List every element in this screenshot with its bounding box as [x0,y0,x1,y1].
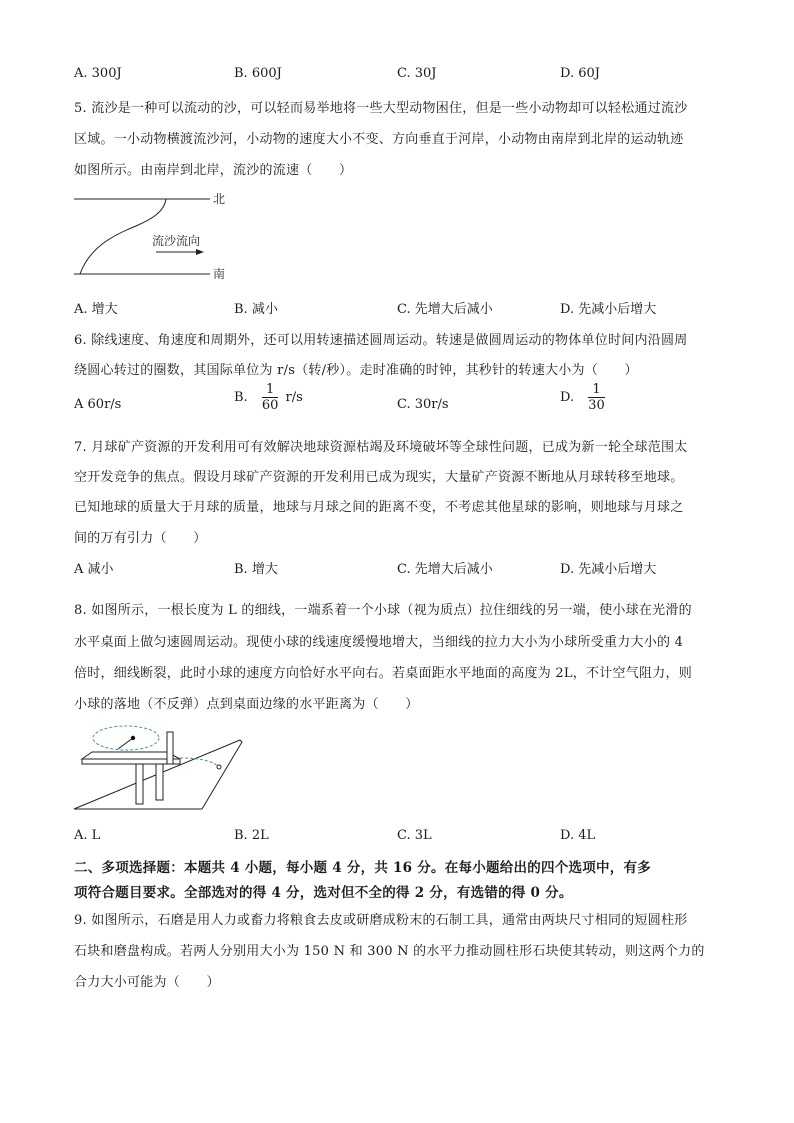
q6-option-d [560,383,605,412]
q5-option-a: A. 增大 [74,302,118,317]
q6-option-b [234,383,303,412]
q6-option-b-unit: r/s [285,390,303,405]
q6-option-d-letter: D. [560,390,575,405]
south-label: 南 [213,267,226,281]
north-label: 北 [213,192,226,206]
q8-option-c: C. 3L [397,828,432,843]
q5-line-3: 如图所示。由南岸到北岸，流沙的流速（ ） [74,163,353,178]
q6-option-d-denominator: 30 [588,398,605,413]
q5-line-2: 区域。一小动物横渡流沙河，小动物的速度大小不变、方向垂直于河岸，小动物由南岸到北岸的运动轨迹 [74,132,684,147]
q7-line-2: 空开发竞争的焦点。假设月球矿产资源的开发利用已成为现实，大量矿产资源不断地从月球转移至地球。 [74,470,684,485]
section-2-line-2: 项符合题目要求。全部选对的得 4 分，选对但不全的得 2 分，有选错的得 0 分。 [74,885,573,901]
q6-line-1: 6. 除线速度、角速度和周期外，还可以用转速描述圆周运动。转速是做圆周运动的物体单位时间内沿圆周 [74,333,688,348]
table-ball-figure [70,718,246,812]
q7-option-b: B. 增大 [234,562,278,577]
q9-line-3: 合力大小可能为（ ） [74,975,220,990]
q8-line-4: 小球的落地（不反弹）点到桌面边缘的水平距离为（ ） [74,697,419,712]
q7-option-a: A 减小 [74,562,114,577]
q8-option-a: A. L [74,828,101,843]
q5-option-c: C. 先增大后减小 [397,302,493,317]
table-leg-right [156,764,163,800]
q4-option-d: D. 60J [560,66,600,81]
q4-option-c: C. 30J [397,66,437,81]
q6-option-b-fraction [262,383,279,412]
q5-option-d: D. 先减小后增大 [560,302,657,317]
flow-direction-label: 流沙流向 [152,234,201,248]
q6-option-a: A 60r/s [74,397,122,412]
q5-option-b: B. 减小 [234,302,278,317]
table-leg-front [136,764,143,804]
q6-option-d-numerator: 1 [588,383,605,398]
section-2-line-1: 二、多项选择题：本题共 4 小题，每小题 4 分，共 16 分。在每小题给出的四个选项中，有多 [74,860,652,876]
q9-line-2: 石块和磨盘构成。若两人分别用大小为 150 N 和 300 N 的水平力推动圆柱形石块使其转动，则这两个力的 [74,944,705,959]
table-top-edge [82,759,180,764]
q6-option-c: C. 30r/s [397,397,449,412]
q6-option-b-numerator: 1 [262,383,279,398]
projectile-trajectory [180,758,218,766]
q7-option-d: D. 先减小后增大 [560,562,657,577]
landing-point-icon [217,765,221,769]
q5-line-1: 5. 流沙是一种可以流动的沙，可以轻而易举地将一些大型动物困住，但是一些小动物却可以轻松通过流沙 [74,101,688,116]
q4-option-a: A. 300J [74,66,122,81]
q8-option-d: D. 4L [560,828,596,843]
q4-option-b: B. 600J [234,66,282,81]
ball-icon [131,736,135,740]
q7-option-c: C. 先增大后减小 [397,562,493,577]
quicksand-river-figure [70,188,240,284]
arrowhead-icon [196,249,204,255]
q7-line-3: 已知地球的质量大于月球的质量，地球与月球之间的距离不变，不考虑其他星球的影响，则地球与月球之 [74,500,684,515]
q8-option-b: B. 2L [234,828,269,843]
q9-line-1: 9. 如图所示，石磨是用人力或畜力将粮食去皮或研磨成粉末的石制工具，通常由两块尺寸相同的短圆柱形 [74,913,688,928]
q8-line-2: 水平桌面上做匀速圆周运动。现使小球的线速度缓慢地增大，当细线的拉力大小为小球所受重力大小的 4 [74,635,684,650]
q7-line-4: 间的万有引力（ ） [74,531,207,546]
q8-line-3: 倍时，细线断裂，此时小球的速度方向恰好水平向右。若桌面距水平地面的高度为 2L，不计空气阻力，则 [74,666,693,681]
q7-line-1: 7. 月球矿产资源的开发利用可有效解决地球资源枯竭及环境破坏等全球性问题，已成为新一轮全球范围太 [74,440,688,455]
q6-line-2: 绕圆心转过的圈数，其国际单位为 r/s（转/秒）。走时准确的时钟，其秒针的转速大小为（ ） [74,363,638,378]
q6-option-b-letter: B. [234,390,248,405]
circular-path-dashed [93,726,159,750]
string-line [118,738,133,749]
table-leg-back [167,732,173,764]
table-top [82,752,180,759]
q6-option-d-fraction [588,383,605,412]
q8-line-1: 8. 如图所示，一根长度为 L 的细线，一端系着一个小球（视为质点）拉住细线的另一端，使小球在光滑的 [74,603,692,618]
q6-option-b-denominator: 60 [261,398,279,413]
